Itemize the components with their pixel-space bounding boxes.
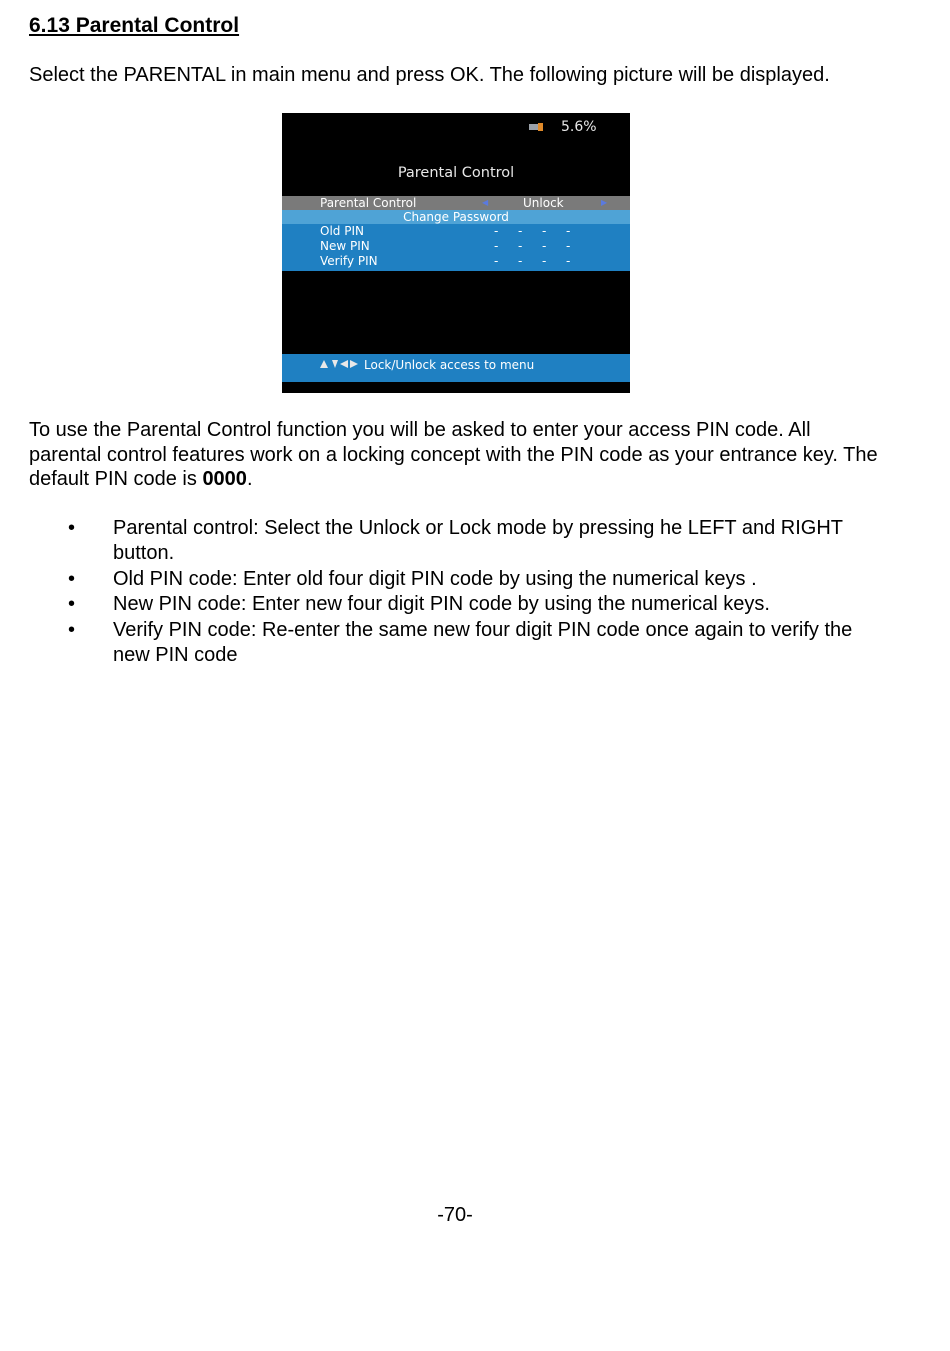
help-text: Lock/Unlock access to menu [364,358,535,372]
arrow-left-icon[interactable]: ◀ [482,198,489,207]
list-item: • New PIN code: Enter new four digit PIN code by using the numerical keys. [68,593,770,615]
list-item: • Old PIN code: Enter old four digit PIN code by using the numerical keys . [68,567,757,590]
section-heading: 6.13 Parental Control [29,14,240,37]
arrow-right-icon[interactable]: ▶ [601,198,608,207]
default-pin-code: 0000 [202,468,247,490]
parental-control-value: Unlock [523,196,564,210]
bullet-icon: • [68,618,76,641]
new-pin-row[interactable] [282,239,630,254]
screen-title: Parental Control [397,165,515,181]
verify-pin-field[interactable]: - - - - [494,254,571,268]
new-pin-field[interactable]: - - - - [494,239,571,253]
old-pin-field[interactable]: - - - - [494,224,571,238]
pin-panel [282,224,630,271]
verify-pin-label: Verify PIN [320,254,378,268]
help-bar [282,354,630,382]
signal-icon [529,123,543,131]
parental-control-row[interactable] [282,196,630,210]
bullet-icon: • [68,567,76,590]
new-pin-label: New PIN [320,239,370,253]
old-pin-row[interactable] [282,224,630,239]
description-paragraph: To use the Parental Control function you will be asked to enter your access PIN code. All parental control features work on a locking concept with the PIN code as your entrance key. The default PIN code is 0000. [29,419,878,490]
navigation-arrows-icon [318,358,362,370]
list-item: • Parental control: Select the Unlock or Lock mode by pressing he LEFT and RIGHT button. [68,517,843,564]
feature-list [0,516,950,668]
parental-control-label: Parental Control [320,196,417,210]
old-pin-label: Old PIN [320,224,364,238]
parental-control-screenshot [282,113,630,393]
signal-value: 5.6% [561,119,597,135]
change-password-header: Change Password [282,210,630,224]
list-item: • Verify PIN code: Re-enter the same new four digit PIN code once again to verify the new PIN code [68,618,853,666]
page-number: -70- [437,1204,473,1226]
bullet-icon: • [68,517,76,539]
verify-pin-row[interactable] [282,254,630,269]
intro-text: Select the PARENTAL in main menu and press OK. The following picture will be displayed. [29,64,830,86]
bullet-icon: • [68,593,76,615]
